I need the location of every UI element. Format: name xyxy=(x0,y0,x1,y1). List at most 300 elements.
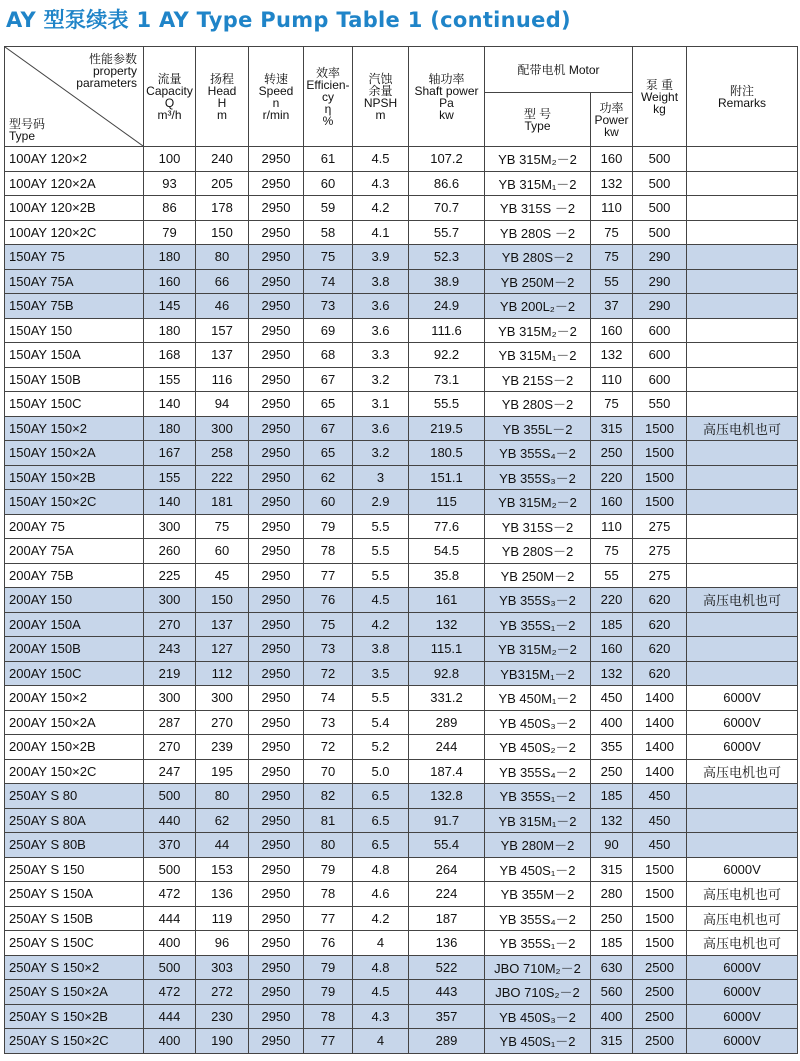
cell-motor-power: 160 xyxy=(591,147,633,172)
cell-weight: 290 xyxy=(633,269,687,294)
cell-type: 250AY S 80 xyxy=(5,784,144,809)
cell-head: 127 xyxy=(196,637,249,662)
cell-remarks xyxy=(687,294,798,319)
cell-speed: 2950 xyxy=(249,171,304,196)
cell-remarks xyxy=(687,171,798,196)
cell-shaft-power: 219.5 xyxy=(409,416,485,441)
cell-head: 240 xyxy=(196,147,249,172)
cell-head: 96 xyxy=(196,931,249,956)
cell-speed: 2950 xyxy=(249,367,304,392)
cell-npsh: 4.5 xyxy=(353,980,409,1005)
cell-capacity: 140 xyxy=(144,392,196,417)
cell-efficiency: 65 xyxy=(304,441,353,466)
cell-remarks: 高压电机也可 xyxy=(687,882,798,907)
cell-npsh: 3.8 xyxy=(353,269,409,294)
cell-type: 100AY 120×2A xyxy=(5,171,144,196)
cell-type: 250AY S 80B xyxy=(5,833,144,858)
cell-efficiency: 73 xyxy=(304,294,353,319)
cell-weight: 500 xyxy=(633,220,687,245)
cell-capacity: 400 xyxy=(144,1029,196,1054)
cell-capacity: 472 xyxy=(144,980,196,1005)
cell-motor-power: 90 xyxy=(591,833,633,858)
cell-npsh: 3.5 xyxy=(353,661,409,686)
cell-type: 250AY S 150×2C xyxy=(5,1029,144,1054)
cell-capacity: 444 xyxy=(144,906,196,931)
cell-efficiency: 68 xyxy=(304,343,353,368)
cell-shaft-power: 107.2 xyxy=(409,147,485,172)
cell-type: 200AY 75 xyxy=(5,514,144,539)
cell-efficiency: 58 xyxy=(304,220,353,245)
table-row xyxy=(5,1029,798,1054)
cell-npsh: 6.5 xyxy=(353,833,409,858)
cell-motor-type: YB 355S₁－2 xyxy=(485,612,591,637)
cell-motor-power: 185 xyxy=(591,784,633,809)
cell-speed: 2950 xyxy=(249,220,304,245)
cell-shaft-power: 86.6 xyxy=(409,171,485,196)
cell-npsh: 3.6 xyxy=(353,294,409,319)
cell-speed: 2950 xyxy=(249,955,304,980)
col-remarks: 附注 Remarks xyxy=(687,47,798,147)
cell-head: 239 xyxy=(196,735,249,760)
cell-capacity: 300 xyxy=(144,514,196,539)
table-row xyxy=(5,759,798,784)
cell-weight: 1500 xyxy=(633,931,687,956)
table-row xyxy=(5,612,798,637)
cell-weight: 1500 xyxy=(633,416,687,441)
cell-type: 150AY 150C xyxy=(5,392,144,417)
cell-capacity: 79 xyxy=(144,220,196,245)
cell-type: 200AY 150×2 xyxy=(5,686,144,711)
cell-type: 200AY 150×2B xyxy=(5,735,144,760)
cell-motor-type: YB 355S₃－2 xyxy=(485,588,591,613)
cell-efficiency: 81 xyxy=(304,808,353,833)
cell-remarks xyxy=(687,220,798,245)
cell-shaft-power: 136 xyxy=(409,931,485,956)
cell-motor-power: 132 xyxy=(591,171,633,196)
cell-shaft-power: 54.5 xyxy=(409,539,485,564)
cell-efficiency: 79 xyxy=(304,955,353,980)
cell-shaft-power: 132.8 xyxy=(409,784,485,809)
cell-weight: 2500 xyxy=(633,1029,687,1054)
cell-motor-type: YB 315S－2 xyxy=(485,514,591,539)
table-row xyxy=(5,465,798,490)
cell-motor-power: 250 xyxy=(591,759,633,784)
cell-npsh: 4.2 xyxy=(353,196,409,221)
cell-shaft-power: 180.5 xyxy=(409,441,485,466)
cell-shaft-power: 132 xyxy=(409,612,485,637)
cell-npsh: 5.5 xyxy=(353,686,409,711)
cell-motor-power: 132 xyxy=(591,808,633,833)
cell-type: 200AY 150B xyxy=(5,637,144,662)
cell-efficiency: 79 xyxy=(304,514,353,539)
cell-type: 250AY S 150B xyxy=(5,906,144,931)
cell-head: 94 xyxy=(196,392,249,417)
cell-capacity: 86 xyxy=(144,196,196,221)
cell-remarks: 6000V xyxy=(687,980,798,1005)
cell-weight: 450 xyxy=(633,808,687,833)
cell-weight: 1500 xyxy=(633,490,687,515)
page-title: AY 型泵续表 1 AY Type Pump Table 1 (continued) xyxy=(6,8,571,32)
table-row xyxy=(5,539,798,564)
cell-shaft-power: 111.6 xyxy=(409,318,485,343)
cell-motor-type: YB 355S₁－2 xyxy=(485,784,591,809)
cell-shaft-power: 151.1 xyxy=(409,465,485,490)
cell-npsh: 3.3 xyxy=(353,343,409,368)
cell-remarks xyxy=(687,514,798,539)
cell-motor-power: 160 xyxy=(591,637,633,662)
cell-npsh: 4.1 xyxy=(353,220,409,245)
cell-capacity: 440 xyxy=(144,808,196,833)
table-row xyxy=(5,220,798,245)
cell-head: 190 xyxy=(196,1029,249,1054)
cell-remarks xyxy=(687,343,798,368)
cell-capacity: 100 xyxy=(144,147,196,172)
cell-shaft-power: 289 xyxy=(409,1029,485,1054)
cell-speed: 2950 xyxy=(249,196,304,221)
cell-head: 181 xyxy=(196,490,249,515)
cell-efficiency: 77 xyxy=(304,906,353,931)
cell-type: 250AY S 150 xyxy=(5,857,144,882)
cell-head: 258 xyxy=(196,441,249,466)
cell-head: 272 xyxy=(196,980,249,1005)
table-row xyxy=(5,637,798,662)
table-row xyxy=(5,906,798,931)
cell-npsh: 4.8 xyxy=(353,955,409,980)
cell-remarks: 6000V xyxy=(687,955,798,980)
cell-motor-type: YB 355M－2 xyxy=(485,882,591,907)
cell-motor-power: 250 xyxy=(591,906,633,931)
cell-speed: 2950 xyxy=(249,637,304,662)
cell-weight: 290 xyxy=(633,294,687,319)
cell-head: 60 xyxy=(196,539,249,564)
cell-motor-power: 220 xyxy=(591,465,633,490)
cell-weight: 275 xyxy=(633,563,687,588)
cell-shaft-power: 73.1 xyxy=(409,367,485,392)
cell-capacity: 472 xyxy=(144,882,196,907)
cell-type: 200AY 150×2C xyxy=(5,759,144,784)
cell-motor-type: YB 280S－2 xyxy=(485,539,591,564)
cell-type: 200AY 150×2A xyxy=(5,710,144,735)
cell-remarks: 6000V xyxy=(687,710,798,735)
cell-motor-type: YB 280S －2 xyxy=(485,220,591,245)
cell-capacity: 500 xyxy=(144,955,196,980)
table-row xyxy=(5,343,798,368)
cell-capacity: 219 xyxy=(144,661,196,686)
cell-weight: 290 xyxy=(633,245,687,270)
cell-efficiency: 75 xyxy=(304,245,353,270)
cell-type: 100AY 120×2B xyxy=(5,196,144,221)
cell-efficiency: 69 xyxy=(304,318,353,343)
cell-weight: 550 xyxy=(633,392,687,417)
cell-efficiency: 77 xyxy=(304,1029,353,1054)
cell-npsh: 5.5 xyxy=(353,563,409,588)
cell-motor-type: YB 355S₁－2 xyxy=(485,931,591,956)
cell-motor-type: YB 250M－2 xyxy=(485,269,591,294)
cell-motor-power: 37 xyxy=(591,294,633,319)
cell-head: 230 xyxy=(196,1004,249,1029)
cell-efficiency: 76 xyxy=(304,588,353,613)
cell-motor-power: 560 xyxy=(591,980,633,1005)
cell-shaft-power: 24.9 xyxy=(409,294,485,319)
cell-remarks: 高压电机也可 xyxy=(687,759,798,784)
cell-motor-power: 160 xyxy=(591,490,633,515)
table-row xyxy=(5,441,798,466)
cell-npsh: 3.9 xyxy=(353,245,409,270)
cell-head: 150 xyxy=(196,220,249,245)
cell-capacity: 155 xyxy=(144,465,196,490)
cell-speed: 2950 xyxy=(249,759,304,784)
cell-remarks xyxy=(687,367,798,392)
table-row xyxy=(5,588,798,613)
cell-speed: 2950 xyxy=(249,294,304,319)
cell-npsh: 4.3 xyxy=(353,1004,409,1029)
cell-weight: 600 xyxy=(633,318,687,343)
cell-remarks: 高压电机也可 xyxy=(687,416,798,441)
cell-motor-type: YB 355S₄－2 xyxy=(485,759,591,784)
cell-head: 66 xyxy=(196,269,249,294)
cell-weight: 600 xyxy=(633,343,687,368)
cell-efficiency: 78 xyxy=(304,539,353,564)
cell-motor-type: YB 355L－2 xyxy=(485,416,591,441)
cell-shaft-power: 35.8 xyxy=(409,563,485,588)
cell-head: 112 xyxy=(196,661,249,686)
cell-remarks xyxy=(687,245,798,270)
cell-head: 80 xyxy=(196,784,249,809)
cell-npsh: 6.5 xyxy=(353,808,409,833)
cell-speed: 2950 xyxy=(249,686,304,711)
cell-type: 250AY S 80A xyxy=(5,808,144,833)
table-row xyxy=(5,294,798,319)
cell-type: 150AY 150 xyxy=(5,318,144,343)
cell-motor-power: 400 xyxy=(591,1004,633,1029)
cell-weight: 450 xyxy=(633,833,687,858)
cell-weight: 450 xyxy=(633,784,687,809)
cell-shaft-power: 289 xyxy=(409,710,485,735)
cell-type: 250AY S 150×2B xyxy=(5,1004,144,1029)
cell-capacity: 247 xyxy=(144,759,196,784)
cell-type: 150AY 150×2A xyxy=(5,441,144,466)
cell-weight: 2500 xyxy=(633,980,687,1005)
cell-remarks xyxy=(687,808,798,833)
cell-npsh: 5.5 xyxy=(353,514,409,539)
cell-npsh: 4.5 xyxy=(353,588,409,613)
cell-speed: 2950 xyxy=(249,514,304,539)
cell-npsh: 5.4 xyxy=(353,710,409,735)
cell-weight: 275 xyxy=(633,514,687,539)
cell-motor-type: YB 355S₃－2 xyxy=(485,465,591,490)
cell-motor-type: YB 315M₂－2 xyxy=(485,490,591,515)
cell-capacity: 167 xyxy=(144,441,196,466)
cell-remarks: 6000V xyxy=(687,735,798,760)
cell-type: 150AY 75 xyxy=(5,245,144,270)
cell-capacity: 260 xyxy=(144,539,196,564)
cell-head: 137 xyxy=(196,343,249,368)
cell-head: 45 xyxy=(196,563,249,588)
cell-speed: 2950 xyxy=(249,661,304,686)
col-npsh: 汽蚀 余量 NPSH m xyxy=(353,47,409,147)
cell-shaft-power: 55.4 xyxy=(409,833,485,858)
cell-speed: 2950 xyxy=(249,465,304,490)
cell-efficiency: 77 xyxy=(304,563,353,588)
cell-efficiency: 60 xyxy=(304,171,353,196)
table-row xyxy=(5,857,798,882)
cell-npsh: 4.8 xyxy=(353,857,409,882)
table-row xyxy=(5,147,798,172)
cell-motor-type: YB 315M₂－2 xyxy=(485,637,591,662)
cell-head: 270 xyxy=(196,710,249,735)
cell-head: 46 xyxy=(196,294,249,319)
cell-type: 150AY 150×2B xyxy=(5,465,144,490)
cell-motor-power: 132 xyxy=(591,661,633,686)
cell-speed: 2950 xyxy=(249,784,304,809)
cell-shaft-power: 443 xyxy=(409,980,485,1005)
cell-motor-power: 450 xyxy=(591,686,633,711)
cell-efficiency: 70 xyxy=(304,759,353,784)
cell-motor-power: 400 xyxy=(591,710,633,735)
table-row xyxy=(5,784,798,809)
cell-npsh: 3 xyxy=(353,465,409,490)
cell-weight: 1400 xyxy=(633,710,687,735)
col-motor-type: 型 号 Type xyxy=(485,93,591,147)
cell-motor-power: 315 xyxy=(591,1029,633,1054)
cell-type: 200AY 75A xyxy=(5,539,144,564)
cell-weight: 500 xyxy=(633,147,687,172)
cell-motor-power: 250 xyxy=(591,441,633,466)
cell-motor-type: YB 280S－2 xyxy=(485,245,591,270)
cell-capacity: 180 xyxy=(144,416,196,441)
cell-motor-power: 160 xyxy=(591,318,633,343)
cell-weight: 1400 xyxy=(633,735,687,760)
cell-motor-type: YB 215S－2 xyxy=(485,367,591,392)
col-head: 扬程 Head H m xyxy=(196,47,249,147)
cell-motor-power: 55 xyxy=(591,269,633,294)
cell-motor-type: YB 450M₁－2 xyxy=(485,686,591,711)
cell-speed: 2950 xyxy=(249,1004,304,1029)
cell-motor-type: YB 315M₁－2 xyxy=(485,808,591,833)
cell-motor-power: 55 xyxy=(591,563,633,588)
cell-speed: 2950 xyxy=(249,490,304,515)
cell-weight: 600 xyxy=(633,367,687,392)
cell-remarks xyxy=(687,563,798,588)
cell-motor-type: YB 450S₃－2 xyxy=(485,710,591,735)
cell-speed: 2950 xyxy=(249,392,304,417)
cell-motor-power: 132 xyxy=(591,343,633,368)
cell-capacity: 300 xyxy=(144,588,196,613)
cell-motor-power: 185 xyxy=(591,931,633,956)
cell-head: 75 xyxy=(196,514,249,539)
cell-capacity: 300 xyxy=(144,686,196,711)
table-header xyxy=(5,47,798,147)
cell-shaft-power: 91.7 xyxy=(409,808,485,833)
cell-remarks xyxy=(687,318,798,343)
cell-speed: 2950 xyxy=(249,906,304,931)
cell-efficiency: 59 xyxy=(304,196,353,221)
cell-npsh: 3.1 xyxy=(353,392,409,417)
cell-shaft-power: 331.2 xyxy=(409,686,485,711)
type-label: 型号码 Type xyxy=(9,117,46,143)
cell-remarks: 6000V xyxy=(687,686,798,711)
cell-head: 80 xyxy=(196,245,249,270)
cell-remarks xyxy=(687,147,798,172)
cell-efficiency: 65 xyxy=(304,392,353,417)
cell-remarks xyxy=(687,539,798,564)
cell-motor-power: 110 xyxy=(591,196,633,221)
cell-capacity: 243 xyxy=(144,637,196,662)
cell-head: 137 xyxy=(196,612,249,637)
perf-params-label: 性能参数 property parameters xyxy=(76,52,137,90)
cell-motor-power: 630 xyxy=(591,955,633,980)
cell-shaft-power: 357 xyxy=(409,1004,485,1029)
cell-shaft-power: 92.8 xyxy=(409,661,485,686)
cell-type: 250AY S 150C xyxy=(5,931,144,956)
cell-motor-power: 75 xyxy=(591,220,633,245)
cell-weight: 620 xyxy=(633,588,687,613)
cell-motor-type: YB 450S₁－2 xyxy=(485,857,591,882)
cell-remarks: 高压电机也可 xyxy=(687,931,798,956)
cell-speed: 2950 xyxy=(249,588,304,613)
cell-speed: 2950 xyxy=(249,269,304,294)
cell-npsh: 2.9 xyxy=(353,490,409,515)
cell-speed: 2950 xyxy=(249,416,304,441)
cell-remarks xyxy=(687,269,798,294)
cell-remarks xyxy=(687,784,798,809)
cell-motor-power: 75 xyxy=(591,539,633,564)
cell-motor-type: YB 315M₁－2 xyxy=(485,171,591,196)
cell-speed: 2950 xyxy=(249,808,304,833)
cell-head: 300 xyxy=(196,416,249,441)
cell-head: 62 xyxy=(196,808,249,833)
cell-remarks: 6000V xyxy=(687,1029,798,1054)
cell-capacity: 370 xyxy=(144,833,196,858)
table-row xyxy=(5,882,798,907)
cell-npsh: 4.6 xyxy=(353,882,409,907)
cell-motor-power: 185 xyxy=(591,612,633,637)
cell-efficiency: 67 xyxy=(304,416,353,441)
cell-efficiency: 78 xyxy=(304,1004,353,1029)
cell-type: 150AY 150×2 xyxy=(5,416,144,441)
cell-weight: 275 xyxy=(633,539,687,564)
cell-efficiency: 74 xyxy=(304,269,353,294)
cell-head: 205 xyxy=(196,171,249,196)
cell-type: 200AY 150 xyxy=(5,588,144,613)
cell-speed: 2950 xyxy=(249,612,304,637)
cell-speed: 2950 xyxy=(249,882,304,907)
cell-weight: 1500 xyxy=(633,441,687,466)
cell-shaft-power: 38.9 xyxy=(409,269,485,294)
cell-capacity: 145 xyxy=(144,294,196,319)
table-row xyxy=(5,980,798,1005)
cell-efficiency: 76 xyxy=(304,931,353,956)
cell-weight: 500 xyxy=(633,171,687,196)
cell-motor-type: YB 280S－2 xyxy=(485,392,591,417)
cell-npsh: 4.2 xyxy=(353,906,409,931)
cell-speed: 2950 xyxy=(249,980,304,1005)
cell-weight: 2500 xyxy=(633,1004,687,1029)
cell-head: 222 xyxy=(196,465,249,490)
cell-motor-power: 315 xyxy=(591,416,633,441)
cell-speed: 2950 xyxy=(249,343,304,368)
cell-shaft-power: 522 xyxy=(409,955,485,980)
cell-type: 150AY 150B xyxy=(5,367,144,392)
cell-type: 150AY 75A xyxy=(5,269,144,294)
table-row xyxy=(5,514,798,539)
cell-weight: 500 xyxy=(633,196,687,221)
col-capacity: 流量 Capacity Q m³/h xyxy=(144,47,196,147)
cell-capacity: 180 xyxy=(144,245,196,270)
cell-speed: 2950 xyxy=(249,857,304,882)
cell-shaft-power: 115 xyxy=(409,490,485,515)
cell-motor-type: YB 355S₄－2 xyxy=(485,441,591,466)
